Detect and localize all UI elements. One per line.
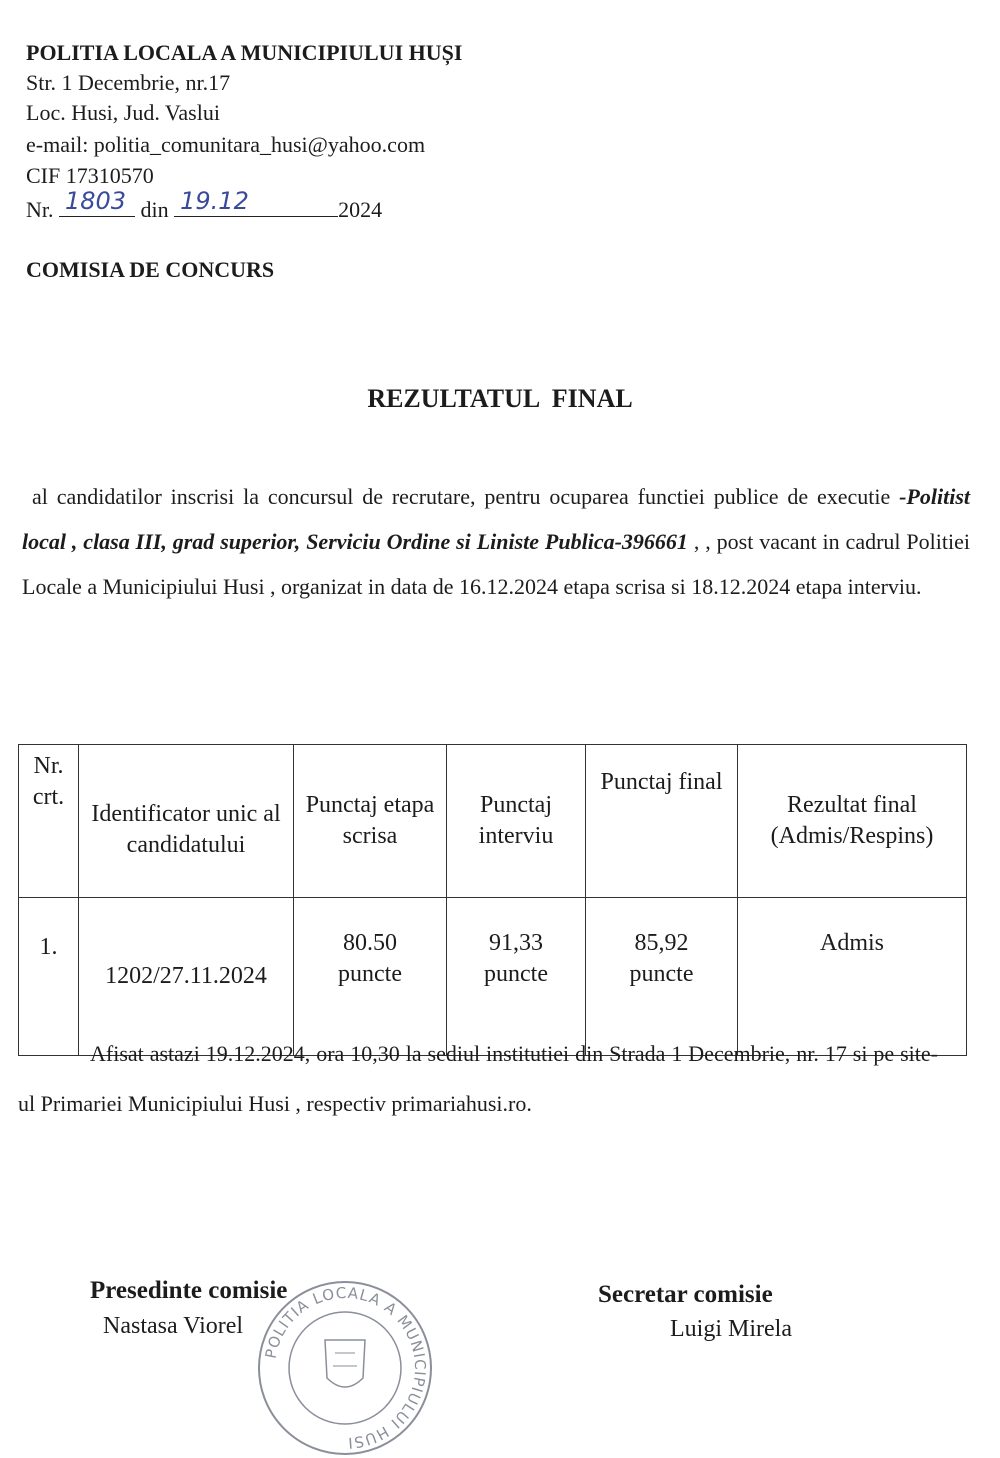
cell-candidate-id: 1202/27.11.2024 <box>79 898 294 1056</box>
president-title: Presedinte comisie <box>90 1277 288 1304</box>
intro-paragraph <box>22 474 970 609</box>
intro-text-1: al candidatilor inscrisi la concursul de recrutare, pentru ocuparea functiei publice de executie <box>32 484 900 509</box>
cell-final-result: Admis <box>738 898 967 1056</box>
cell-nr: 1. <box>19 898 79 1056</box>
cif-line: CIF 17310570 <box>26 163 154 188</box>
nr-label: Nr. <box>26 197 54 222</box>
address-locality: Loc. Husi, Jud. Vaslui <box>26 100 220 125</box>
nr-handwritten: 1803 <box>65 187 127 215</box>
header-final-score: Punctaj final <box>586 745 738 898</box>
president-name: Nastasa Viorel <box>103 1313 244 1339</box>
date-handwritten: 19.12 <box>180 187 249 215</box>
posting-note: Afisat astazi 19.12.2024, ora 10,30 la sediul institutiei din Strada 1 Decembrie, nr. 17 si pe site-ul Primariei Municipiului Husi , respectiv primariahusi.ro. <box>18 1041 938 1116</box>
institution-name: POLITIA LOCALA A MUNICIPIULUI HUȘI <box>26 40 463 65</box>
svg-text:POLITIA LOCALA A MUNICIPIULUI: POLITIA LOCALA A MUNICIPIULUI HUSI <box>261 1283 430 1452</box>
cell-final-score: 85,92 puncte <box>586 898 738 1056</box>
intro-text-2: , , post vacant in cadrul Politiei Locale a Municipiului Husi , organizat in data de 16.12.2024 etapa scrisa si 18.12.2024 etapa interviu. <box>22 529 970 599</box>
cell-written-score: 80.50 puncte <box>294 898 447 1056</box>
header-written-score: Punctaj etapa scrisa <box>294 745 447 898</box>
cell-interview-score: 91,33 puncte <box>447 898 586 1056</box>
email-line: e-mail: politia_comunitara_husi@yahoo.com <box>26 132 426 157</box>
header-final-result: Rezultat final (Admis/Respins) <box>738 745 967 898</box>
date-blank <box>174 187 338 217</box>
table-header-row <box>19 745 967 898</box>
din-label: din <box>140 197 169 222</box>
address-street: Str. 1 Decembrie, nr.17 <box>26 70 231 95</box>
nr-blank <box>59 187 135 217</box>
registration-line <box>26 187 383 226</box>
year: 2024 <box>338 197 383 222</box>
results-table <box>18 744 967 1056</box>
header-nr-crt: Nr. crt. <box>19 745 79 898</box>
official-stamp <box>255 1278 435 1458</box>
header-interview-score: Punctaj interviu <box>447 745 586 898</box>
secretary-name: Luigi Mirela <box>670 1316 792 1342</box>
document-title: REZULTATUL FINAL <box>367 384 633 413</box>
secretary-title: Secretar comisie <box>598 1281 773 1308</box>
commission-heading: COMISIA DE CONCURS <box>26 257 275 282</box>
header-candidate-id: Identificator unic al candidatului <box>79 745 294 898</box>
position-title: -Politist local , clasa III, grad superior, Serviciu Ordine si Liniste Publica-396661 <box>22 484 970 554</box>
